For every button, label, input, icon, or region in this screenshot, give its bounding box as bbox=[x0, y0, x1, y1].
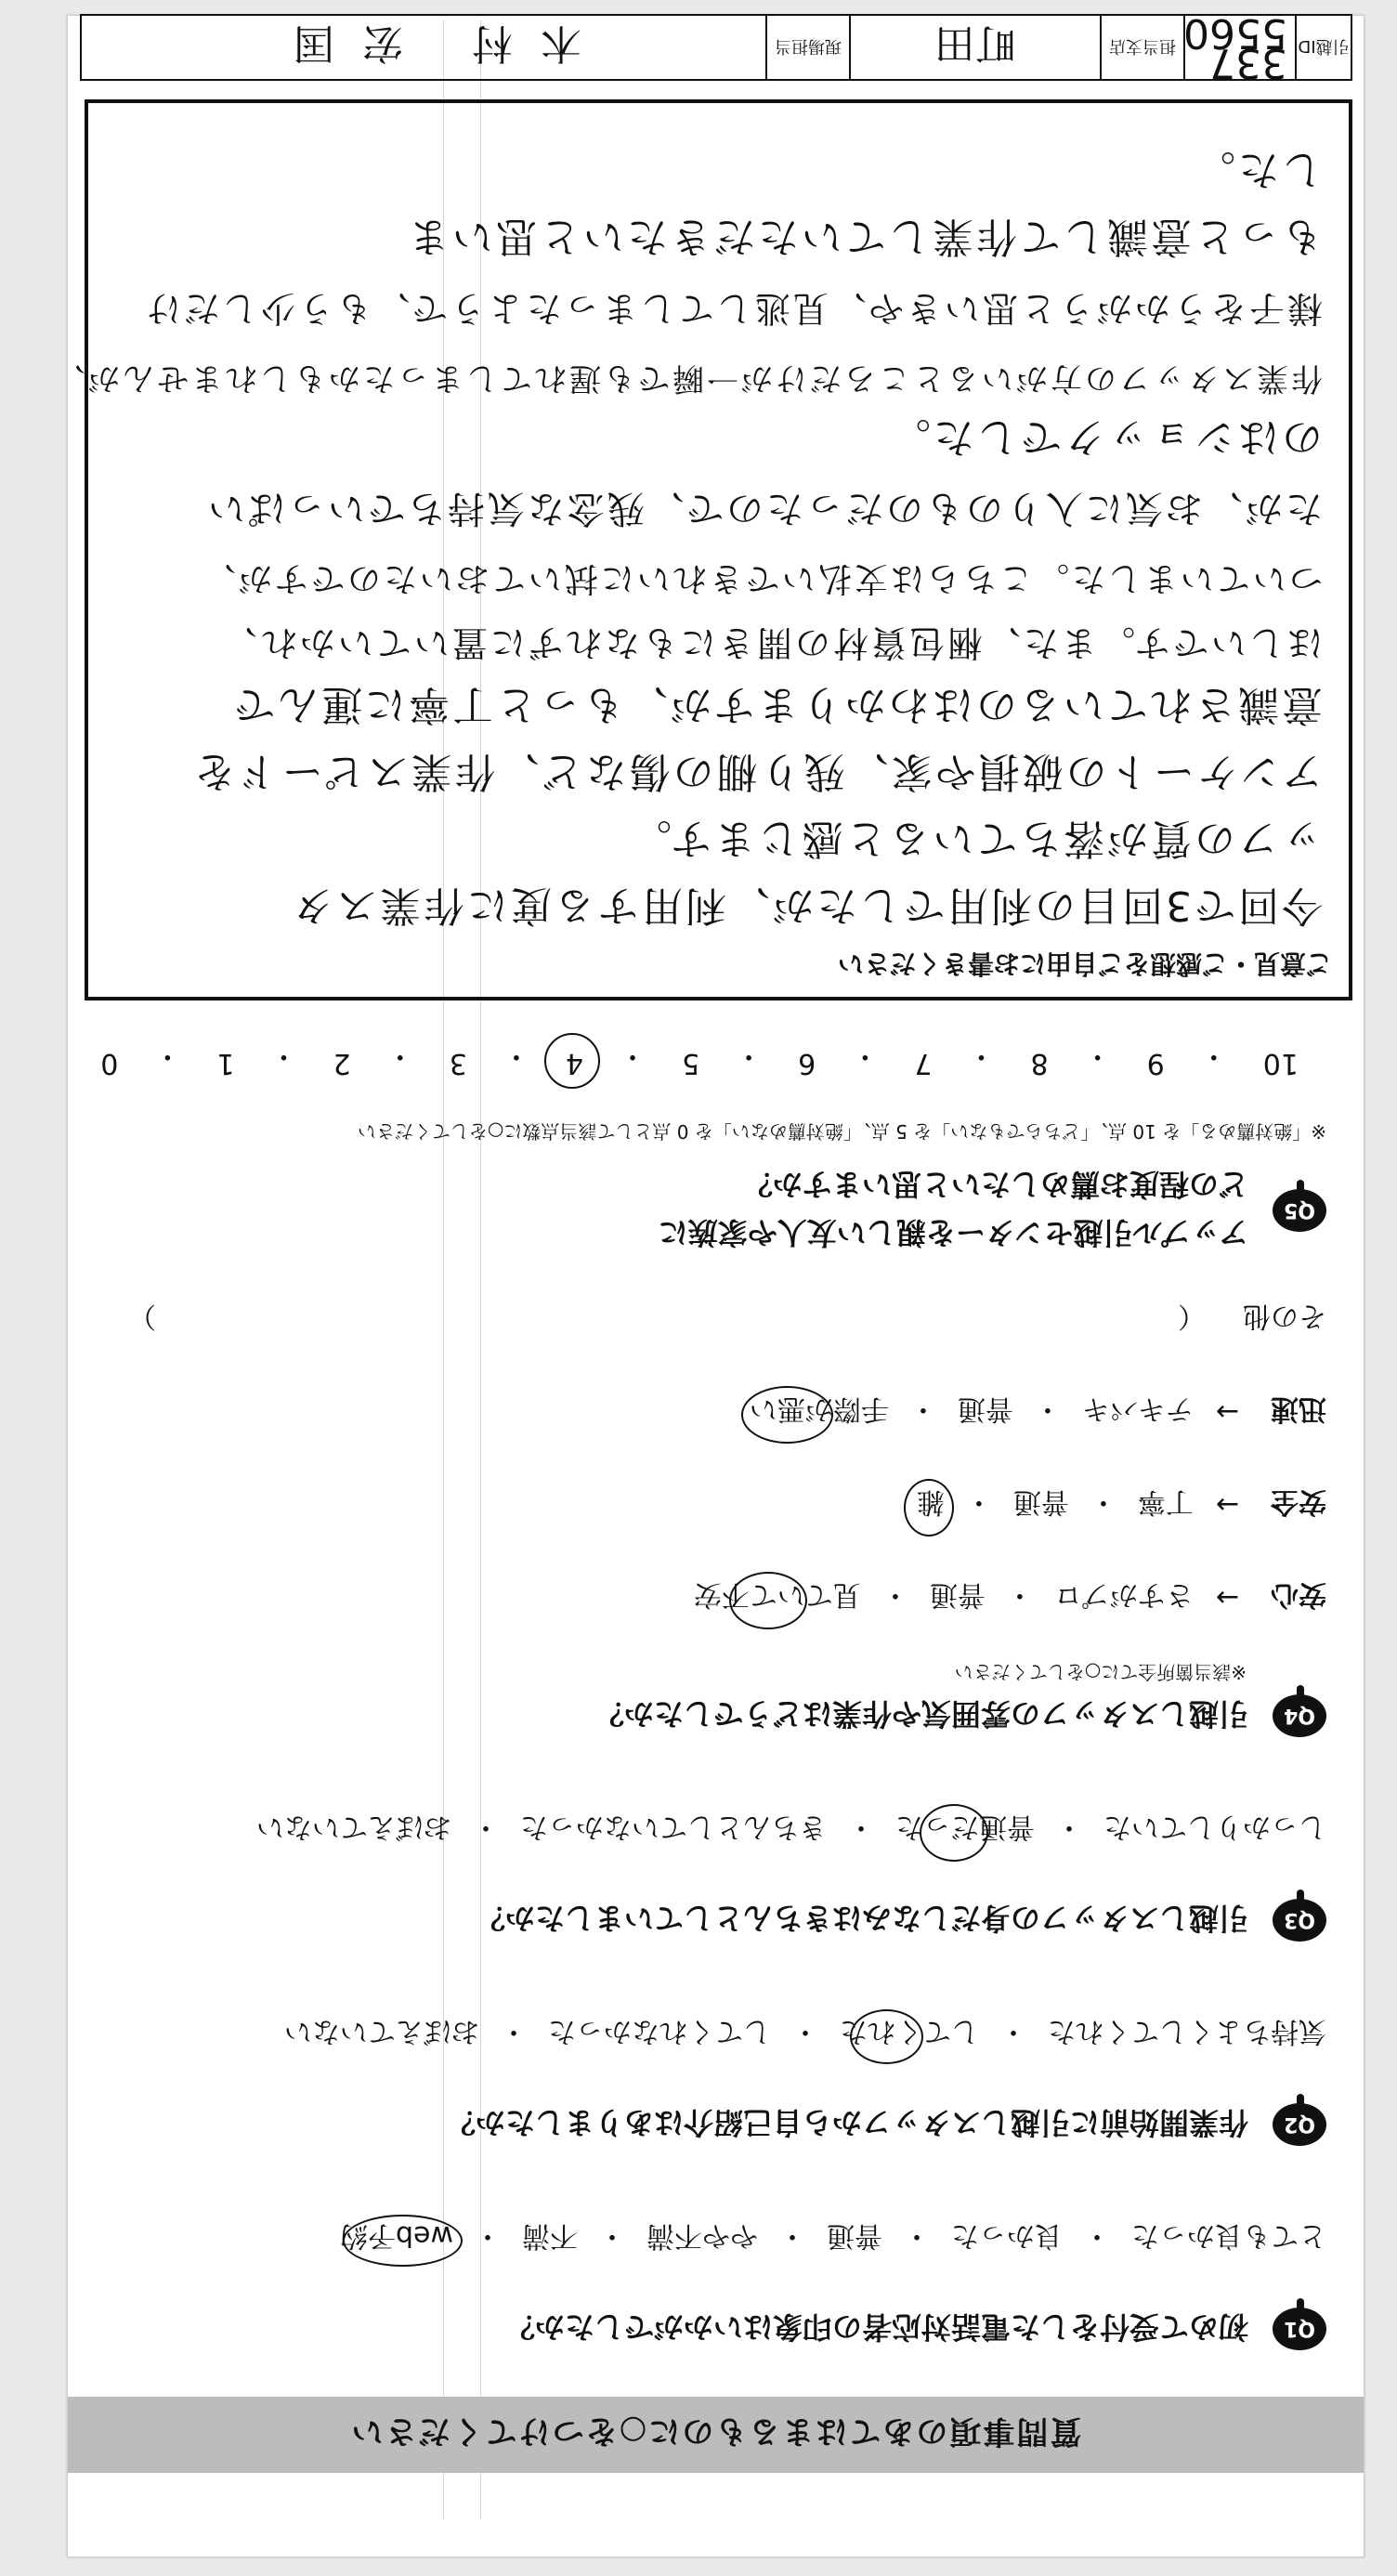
score-option[interactable]: 3 bbox=[449, 1047, 467, 1079]
q2-option-selected[interactable]: してくれた bbox=[840, 2014, 979, 2055]
q3-option[interactable]: きちんとしていなかった bbox=[520, 1811, 827, 1843]
q1-badge: Q1 bbox=[1273, 2308, 1326, 2350]
comment-line: のはショックでした。 bbox=[886, 413, 1323, 461]
q5-text-line1: アップル引越センターを親しい友人や家族に bbox=[658, 1215, 1248, 1250]
q2-text: 作業開始前に引越しスタッフから自己紹介はありましたか？ bbox=[445, 2105, 1248, 2140]
comment-box[interactable] bbox=[51, 99, 1352, 1000]
hand-drawn-circle bbox=[544, 1033, 600, 1089]
instruction-banner: 質問事項のあてはまるものに○をつけてください bbox=[68, 2397, 1364, 2473]
q1-option[interactable]: 良かった bbox=[951, 2219, 1063, 2252]
q5-note: ※「絶対薦める」を 10 点、「どちらでもない」を 5 点、「絶対薦めない」を 0 点として該当点数に○をしてください bbox=[357, 1120, 1326, 1143]
q3-option-selected[interactable]: 普通だった bbox=[895, 1810, 1035, 1850]
q1-option-selected[interactable]: web予約 bbox=[340, 2218, 453, 2259]
hand-drawn-circle bbox=[741, 1386, 833, 1444]
q4-row-label: 安全 bbox=[1271, 1485, 1326, 1518]
score-option[interactable]: 6 bbox=[798, 1047, 816, 1079]
comment-line: ッフの質が落ちていると感じます。 bbox=[627, 815, 1323, 862]
score-option[interactable]: 10 bbox=[1262, 1047, 1299, 1079]
id-value: 337 5560 bbox=[1183, 16, 1295, 79]
q2-option[interactable]: してくれなかった bbox=[548, 2015, 771, 2047]
q4-text: 引越しスタッフの雰囲気や作業はどうでしたか？ bbox=[594, 1696, 1248, 1732]
score-option[interactable]: 5 bbox=[682, 1047, 700, 1079]
comment-line: ほしいです。また、梱包資材の開きにもなれずに置いていかれ、 bbox=[218, 622, 1323, 663]
q4-option[interactable]: 普通 bbox=[929, 1578, 986, 1611]
q1-text: 初めて受付をした電話対応者の印象はいかがでしたか？ bbox=[504, 2309, 1248, 2345]
q1-option[interactable]: 不満 bbox=[522, 2219, 578, 2252]
hand-drawn-circle bbox=[904, 1479, 954, 1536]
comment-line: 作業スタッフの方がいるところだけが一瞬でも遅れてしまったかもしれませんが、 bbox=[51, 360, 1323, 397]
q4-option[interactable]: 普通 bbox=[957, 1393, 1013, 1425]
q4-option[interactable]: 普通 bbox=[1012, 1485, 1069, 1518]
hand-drawn-circle bbox=[729, 1572, 807, 1629]
branch-label: 担当支店 bbox=[1100, 16, 1183, 79]
q2-options: 気持ちよくしてくれた ・ してくれた ・ してくれなかった ・ おぼえていない bbox=[284, 2014, 1326, 2055]
score-option-selected[interactable]: 4 bbox=[566, 1039, 583, 1079]
comment-line: 意識されているのはわかりますが、もっと丁寧に運んで bbox=[231, 681, 1323, 728]
score-option[interactable]: 9 bbox=[1146, 1047, 1165, 1079]
staff-value: 木村 宏国 bbox=[266, 20, 581, 67]
q4-option[interactable]: テキパキ bbox=[1081, 1393, 1194, 1425]
hand-drawn-circle bbox=[850, 2009, 923, 2064]
score-option[interactable]: 7 bbox=[914, 1047, 933, 1079]
q4-row-label: 安心 bbox=[1271, 1578, 1326, 1611]
arrow-icon: → bbox=[1215, 1488, 1239, 1522]
comment-line: たが、お気に入りのものだったので、残念な気持ちでいっぱい bbox=[205, 487, 1323, 530]
q2-option[interactable]: おぼえていない bbox=[284, 2015, 479, 2047]
survey-paper bbox=[51, 9, 1364, 2557]
comment-line: アンケートの破損や家、残り棚の傷など、作業スピードを bbox=[191, 748, 1323, 795]
q1-option[interactable]: やや不満 bbox=[646, 2219, 758, 2252]
id-label: 引越ID bbox=[1295, 16, 1351, 79]
arrow-icon: → bbox=[1215, 1395, 1239, 1429]
q4-option-selected[interactable]: 見ていて不安 bbox=[694, 1577, 861, 1618]
q4-other-label: その他 bbox=[1243, 1300, 1326, 1332]
q5-badge: Q5 bbox=[1273, 1189, 1326, 1232]
q5-scale: 10 ・ 9 ・ 8 ・ 7 ・ 6 ・ 5 ・ 4 ・ 3 ・ 2 ・ 1 ・ 0 bbox=[100, 1039, 1299, 1079]
comment-line: もっと意識して作業していただきたいと思いま bbox=[406, 213, 1323, 260]
q2-badge: Q2 bbox=[1273, 2103, 1326, 2146]
q3-badge: Q3 bbox=[1273, 1899, 1326, 1942]
q1-option[interactable]: 普通 bbox=[827, 2219, 882, 2252]
q3-option[interactable]: おぼえていない bbox=[256, 1811, 451, 1843]
comment-line: 今回で3回目の利用でしたが、利用する度に作業スタ bbox=[290, 882, 1323, 929]
q3-options: しっかりしていた ・ 普通だった ・ きちんとしていなかった ・ おぼえていない bbox=[256, 1810, 1326, 1850]
q2-option[interactable]: 気持ちよくしてくれた bbox=[1048, 2015, 1326, 2047]
q3-option[interactable]: しっかりしていた bbox=[1103, 1811, 1326, 1843]
score-option[interactable]: 2 bbox=[333, 1047, 351, 1079]
score-option[interactable]: 8 bbox=[1030, 1047, 1049, 1079]
q4-option[interactable]: 丁寧 bbox=[1137, 1485, 1194, 1518]
q4-option[interactable]: さすがプロ bbox=[1053, 1578, 1194, 1611]
q4-row-label: 迅速 bbox=[1271, 1393, 1326, 1425]
hand-drawn-circle bbox=[343, 2215, 463, 2267]
q4-note: ※該当箇所全てに○をしてください bbox=[954, 1661, 1247, 1683]
q4-row-anshin: 安心 → さすがプロ ・ 普通 ・ 見ていて不安 bbox=[694, 1577, 1326, 1618]
comment-line: ついていました。こちらは支払いできれいに拭いておいたのですが、 bbox=[199, 559, 1323, 597]
q4-badge: Q4 bbox=[1273, 1694, 1326, 1737]
q4-other: その他 （ ） bbox=[128, 1299, 1326, 1340]
comment-line: 様子をうかがうと思いきや、見逃してしまったようで、もう少しだけ bbox=[143, 288, 1323, 329]
q3-text: 引越しスタッフの身だしなみはきちんとしていましたか？ bbox=[475, 1901, 1248, 1936]
score-option[interactable]: 0 bbox=[100, 1047, 119, 1079]
office-use-table bbox=[80, 9, 1352, 86]
q4-row-jinsoku: 迅速 → テキパキ ・ 普通 ・ 手際が悪い bbox=[750, 1392, 1326, 1432]
score-option[interactable]: 1 bbox=[216, 1047, 235, 1079]
q4-option-selected[interactable]: 雑 bbox=[917, 1484, 945, 1525]
q4-row-anzen: 安全 → 丁寧 ・ 普通 ・ 雑 bbox=[917, 1484, 1326, 1525]
comment-title: ご意見・ご感想をご自由にお書きください bbox=[837, 948, 1332, 979]
comment-line: した。 bbox=[1192, 146, 1323, 193]
staff-label: 現場担当 bbox=[765, 16, 849, 79]
arrow-icon: → bbox=[1215, 1581, 1239, 1615]
hand-drawn-circle bbox=[920, 1804, 988, 1862]
q1-options: とても良かった ・ 良かった ・ 普通 ・ やや不満 ・ 不満 ・ web予約 bbox=[340, 2218, 1326, 2259]
q1-option[interactable]: とても良かった bbox=[1131, 2219, 1326, 2252]
q4-option-selected[interactable]: 手際が悪い bbox=[750, 1392, 889, 1432]
q5-text-line2: どの程度お薦めしたいと思いますか？ bbox=[742, 1167, 1248, 1202]
branch-value: 町田 bbox=[849, 16, 1100, 79]
